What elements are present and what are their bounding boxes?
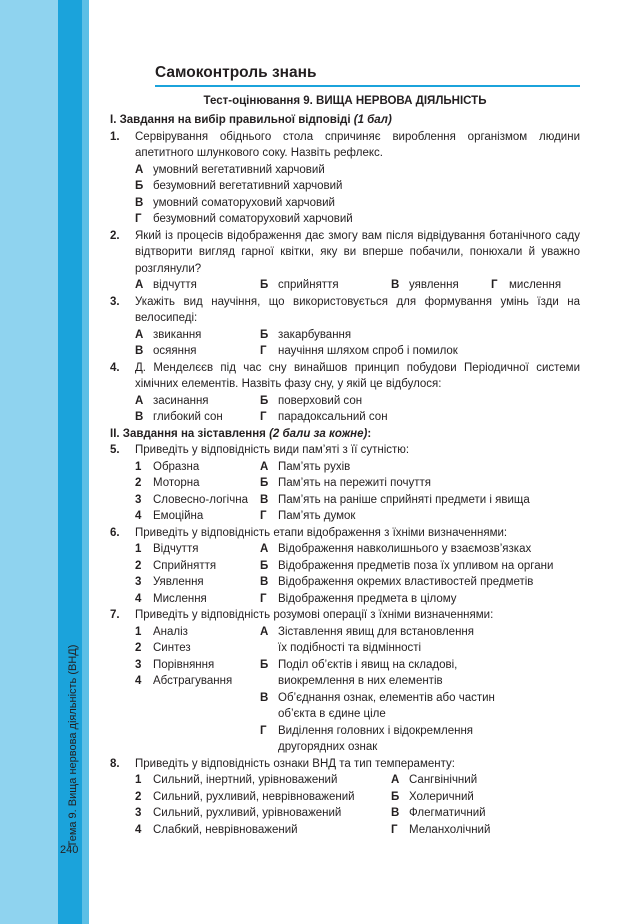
options-row bbox=[110, 409, 580, 426]
option-v[interactable] bbox=[110, 195, 580, 212]
item-text: Абстрагування bbox=[153, 675, 233, 687]
section-1-points: (1 бал) bbox=[353, 114, 392, 126]
item-text: Уявлення bbox=[153, 576, 204, 588]
option-letter: Г bbox=[260, 510, 267, 522]
option-text: Пам’ять думок bbox=[278, 510, 356, 522]
option-text: закарбування bbox=[278, 328, 352, 341]
option-text: Меланхолічний bbox=[409, 823, 491, 836]
option-a[interactable] bbox=[135, 327, 260, 344]
item-text: Порівняння bbox=[153, 658, 215, 671]
question-text: Приведіть у відповідність ознаки ВНД та тип темпераменту: bbox=[135, 757, 455, 770]
question-text: Сервірування обіднього стола спричиняє вироблення організмом людини апетитного шлункового соку. Назвіть рефлекс. bbox=[135, 130, 580, 159]
question-7 bbox=[110, 607, 580, 624]
option-letter: А bbox=[135, 394, 144, 407]
item-text: Слабкий, неврівноважений bbox=[153, 823, 298, 836]
option-text: Пам’ять рухів bbox=[278, 460, 351, 473]
option-letter: А bbox=[135, 279, 144, 291]
option-text: осяяння bbox=[153, 345, 197, 357]
question-number: 2. bbox=[110, 229, 120, 242]
question-text: Приведіть у відповідність етапи відображення з їхніми визначеннями: bbox=[135, 526, 508, 539]
match-row bbox=[110, 739, 580, 756]
option-letter: В bbox=[260, 576, 269, 588]
option-g[interactable] bbox=[260, 343, 458, 360]
option-letter: В bbox=[391, 279, 400, 291]
question-number: 1. bbox=[110, 130, 120, 143]
question-text: Д. Менделєєв під час сну винайшов принцип побудови Періодичної системи хімічних елементів. Назвіть фазу сну, у якій це відбулося: bbox=[135, 361, 580, 390]
option-text: Пам’ять на раніше сприйняті предмети і явища bbox=[278, 493, 530, 506]
item-text: Сприйняття bbox=[153, 559, 217, 572]
item-number: 4 bbox=[135, 592, 142, 605]
option-text: глибокий сон bbox=[153, 411, 223, 423]
option-letter: Б bbox=[391, 790, 400, 803]
option-text: безумовний вегетативний харчовий bbox=[153, 180, 343, 192]
option-letter: А bbox=[391, 774, 400, 786]
option-text-continued: їх подібності та відмінності bbox=[278, 642, 422, 654]
option-letter: В bbox=[135, 345, 144, 357]
option-letter: А bbox=[135, 328, 144, 341]
section-2-title bbox=[110, 426, 580, 443]
item-text: Відчуття bbox=[153, 543, 199, 555]
option-letter: А bbox=[260, 543, 269, 555]
option-text: Виділення головних і відокремлення bbox=[278, 724, 474, 737]
question-number: 4. bbox=[110, 361, 120, 374]
option-text: поверховий сон bbox=[278, 394, 363, 407]
option-v[interactable] bbox=[391, 277, 491, 294]
item-text: Словесно-логічна bbox=[153, 493, 248, 506]
option-letter: Б bbox=[260, 328, 269, 341]
option-letter: Г bbox=[391, 823, 398, 836]
item-number: 4 bbox=[135, 675, 142, 687]
question-number: 6. bbox=[110, 526, 120, 539]
item-text: Мислення bbox=[153, 592, 207, 605]
option-b[interactable] bbox=[260, 327, 351, 344]
item-number: 3 bbox=[135, 658, 142, 671]
option-text-continued: об’єкта в єдине ціле bbox=[278, 708, 386, 720]
question-number: 5. bbox=[110, 444, 120, 456]
section-2-points: (2 бали за кожне) bbox=[269, 427, 368, 440]
option-letter: В bbox=[391, 807, 400, 819]
item-number: 3 bbox=[135, 576, 142, 588]
option-text: парадоксальний сон bbox=[278, 411, 388, 423]
item-number: 2 bbox=[135, 559, 142, 572]
option-g[interactable] bbox=[491, 277, 561, 294]
page-number: 240 bbox=[60, 844, 79, 856]
question-text: Укажіть вид научіння, що використовується для формування умінь їзди на велосипеді: bbox=[135, 295, 580, 324]
item-number: 4 bbox=[135, 510, 142, 522]
option-text-continued: другорядних ознак bbox=[278, 741, 378, 753]
question-2 bbox=[110, 228, 580, 278]
option-g[interactable] bbox=[110, 211, 580, 228]
option-text: Відображення окремих властивостей предметів bbox=[278, 576, 534, 588]
option-text: Поділ об’єктів і явищ на складові, bbox=[278, 658, 458, 671]
question-3 bbox=[110, 294, 580, 327]
option-a[interactable] bbox=[135, 277, 260, 294]
sidebar-light-band bbox=[0, 0, 58, 924]
sidebar-topic: Тема 9. Вища нервова діяльність (ВНД) bbox=[67, 644, 79, 848]
question-number: 3. bbox=[110, 295, 120, 308]
option-text: засинання bbox=[153, 394, 209, 407]
option-letter: Б bbox=[260, 559, 269, 572]
option-text: Флегматичний bbox=[409, 807, 486, 819]
option-text: відчуття bbox=[153, 279, 197, 291]
item-number: 1 bbox=[135, 774, 142, 786]
option-text: Сангвінічний bbox=[409, 774, 478, 786]
item-number: 3 bbox=[135, 493, 142, 506]
item-number: 4 bbox=[135, 823, 142, 836]
sidebar-accent-band bbox=[82, 0, 89, 924]
option-text: Холеричний bbox=[409, 790, 474, 803]
option-text: умовний вегетативний харчовий bbox=[153, 163, 325, 176]
item-number: 2 bbox=[135, 642, 142, 654]
option-letter: А bbox=[260, 625, 269, 638]
item-text: Синтез bbox=[153, 642, 191, 654]
option-letter: В bbox=[260, 493, 269, 506]
match-row bbox=[110, 723, 580, 740]
options-row bbox=[110, 277, 580, 294]
options-row bbox=[110, 327, 580, 344]
match-row bbox=[110, 508, 580, 525]
item-number: 3 bbox=[135, 807, 142, 819]
option-letter: В bbox=[135, 411, 144, 423]
option-text: Відображення предметів поза їх упливом на органи bbox=[278, 559, 554, 572]
option-a[interactable] bbox=[135, 393, 260, 410]
section-2-colon: : bbox=[367, 427, 372, 440]
item-number: 2 bbox=[135, 477, 142, 489]
option-text: мислення bbox=[509, 279, 562, 291]
match-row bbox=[110, 640, 580, 657]
question-text: Який із процесів відображення дає змогу вам після відвідування ботанічного саду відтворити вигляд гарної квітки, яку ви вперше побачили, понюхали й уважно розглянули? bbox=[135, 229, 580, 275]
section-2-label: II. Завдання на зіставлення bbox=[110, 427, 266, 440]
option-g[interactable] bbox=[260, 409, 388, 426]
match-row bbox=[110, 459, 580, 476]
option-text-continued: виокремлення в них елементів bbox=[278, 675, 443, 687]
option-letter: Г bbox=[260, 592, 267, 605]
option-text: Відображення предмета в цілому bbox=[278, 592, 457, 605]
option-letter: А bbox=[260, 460, 269, 473]
match-row bbox=[110, 822, 580, 839]
question-text: Приведіть у відповідність розумові операції з їхніми визначеннями: bbox=[135, 609, 494, 621]
match-row bbox=[110, 591, 580, 608]
options-row bbox=[110, 343, 580, 360]
item-number: 1 bbox=[135, 460, 142, 473]
page-title: Самоконтроль знань bbox=[155, 64, 580, 87]
item-number: 1 bbox=[135, 543, 142, 555]
match-row bbox=[110, 673, 580, 690]
option-text: Зіставлення явищ для встановлення bbox=[278, 625, 475, 638]
option-a[interactable] bbox=[110, 162, 580, 179]
item-text: Моторна bbox=[153, 477, 200, 489]
item-number: 1 bbox=[135, 625, 142, 638]
option-letter: Б bbox=[260, 658, 269, 671]
option-text: уявлення bbox=[409, 279, 459, 291]
question-5 bbox=[110, 442, 580, 459]
match-row bbox=[110, 805, 580, 822]
match-row bbox=[110, 492, 580, 509]
option-text: Пам’ять на пережиті почуття bbox=[278, 477, 432, 489]
question-1 bbox=[110, 129, 580, 162]
match-row bbox=[110, 475, 580, 492]
section-1-title bbox=[110, 112, 580, 129]
option-letter: Г bbox=[491, 279, 498, 291]
option-text: Об’єднання ознак, елементів або частин bbox=[278, 691, 495, 704]
question-6 bbox=[110, 525, 580, 542]
match-row bbox=[110, 789, 580, 806]
option-b[interactable] bbox=[260, 277, 391, 294]
test-content bbox=[110, 112, 580, 838]
match-row bbox=[110, 657, 580, 674]
section-1-label: I. Завдання на вибір правильної відповіді bbox=[110, 114, 351, 126]
question-text: Приведіть у відповідність види пам’яті з її сутністю: bbox=[135, 444, 410, 456]
option-letter: В bbox=[260, 691, 269, 704]
option-text: умовний соматоруховий харчовий bbox=[153, 196, 335, 209]
match-row bbox=[110, 690, 580, 707]
item-text: Емоційна bbox=[153, 510, 204, 522]
match-row bbox=[110, 772, 580, 789]
option-text: сприйняття bbox=[278, 279, 339, 291]
option-b[interactable] bbox=[110, 178, 580, 195]
item-text: Аналіз bbox=[153, 625, 188, 638]
match-row bbox=[110, 541, 580, 558]
option-letter: Б bbox=[260, 394, 269, 407]
option-letter: Г bbox=[260, 345, 267, 357]
option-letter: Г bbox=[260, 724, 267, 737]
match-row bbox=[110, 706, 580, 723]
item-text: Образна bbox=[153, 460, 200, 473]
question-4 bbox=[110, 360, 580, 393]
option-letter: Г bbox=[135, 213, 142, 225]
option-letter: Б bbox=[135, 180, 144, 192]
match-row bbox=[110, 624, 580, 641]
match-row bbox=[110, 574, 580, 591]
option-v[interactable] bbox=[135, 409, 260, 426]
question-number: 7. bbox=[110, 609, 120, 621]
item-text: Сильний, рухливий, неврівноважений bbox=[153, 790, 355, 803]
option-letter: В bbox=[135, 196, 144, 209]
option-text: научіння шляхом спроб і помилок bbox=[278, 345, 458, 357]
option-text: безумовний соматоруховий харчовий bbox=[153, 213, 353, 225]
option-v[interactable] bbox=[135, 343, 260, 360]
option-letter: А bbox=[135, 163, 144, 176]
question-number: 8. bbox=[110, 757, 120, 770]
option-b[interactable] bbox=[260, 393, 362, 410]
item-text: Сильний, рухливий, урівноважений bbox=[153, 807, 342, 819]
question-8 bbox=[110, 756, 580, 773]
option-text: Відображення навколишнього у взаємозв’язках bbox=[278, 543, 532, 555]
option-letter: Б bbox=[260, 477, 269, 489]
option-letter: Б bbox=[260, 279, 269, 291]
option-letter: Г bbox=[260, 411, 267, 423]
match-row bbox=[110, 558, 580, 575]
option-text: звикання bbox=[153, 328, 202, 341]
item-text: Сильний, інертний, урівноважений bbox=[153, 774, 338, 786]
test-title: Тест-оцінювання 9. ВИЩА НЕРВОВА ДІЯЛЬНІСТЬ bbox=[203, 95, 487, 107]
item-number: 2 bbox=[135, 790, 142, 803]
options-row bbox=[110, 393, 580, 410]
